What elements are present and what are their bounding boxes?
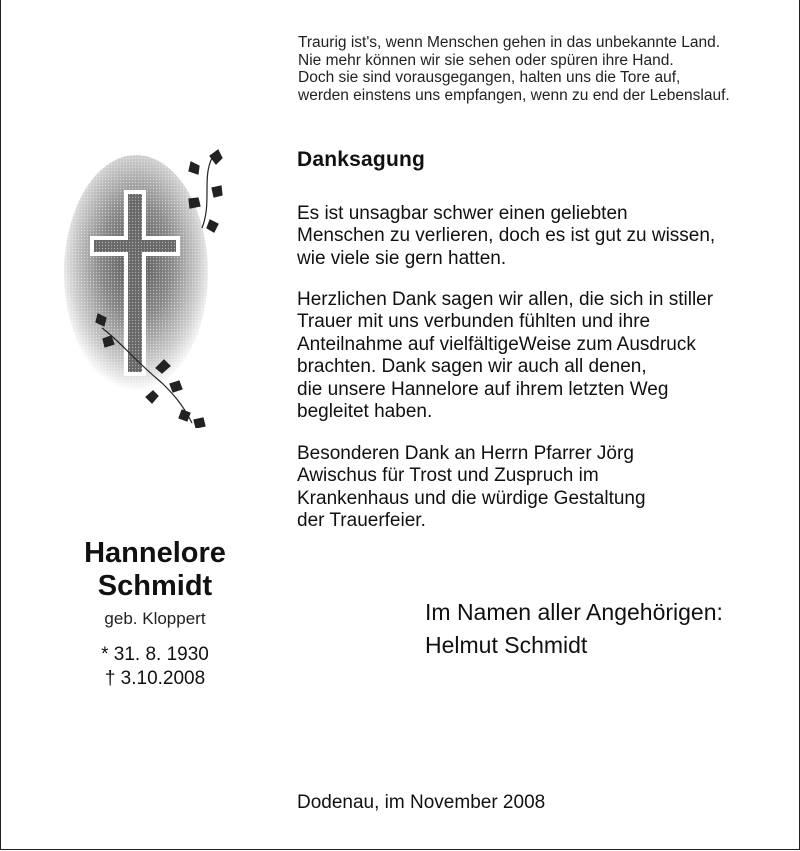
poem-line: Doch sie sind vorausgegangen, halten uns die Tore auf, — [298, 69, 681, 87]
heading-danksagung: Danksagung — [297, 148, 426, 171]
paragraph-line: die unsere Hannelore auf ihrem letzten Weg — [297, 378, 669, 400]
paragraph-line: Herzlichen Dank sagen wir allen, die sich in stiller — [297, 289, 714, 310]
poem-line: werden einstens uns empfangen, wenn zu end der Lebenslauf. — [298, 86, 730, 104]
poem-line: Traurig ist's, wenn Menschen gehen in das unbekannte Land. — [298, 34, 721, 51]
paragraph-2 — [297, 289, 767, 423]
deceased-name — [20, 537, 290, 603]
paragraph-line: Awischus für Trost und Zuspruch im — [297, 465, 599, 487]
paragraph-line: Es ist unsagbar schwer einen geliebten — [297, 203, 628, 224]
life-dates — [20, 643, 290, 691]
maiden-name: geb. Kloppert — [104, 609, 206, 628]
paragraph-line: Besonderen Dank an Herrn Pfarrer Jörg — [297, 443, 634, 464]
signature-block — [425, 596, 785, 662]
paragraph-line: Trauer mit uns verbunden fühlten und ihre — [297, 311, 651, 333]
signature-name: Helmut Schmidt — [425, 632, 588, 658]
poem-line: Nie mehr können wir sie sehen oder spüren ihre Hand. — [298, 51, 674, 69]
deceased-first-name: Hannelore — [84, 537, 226, 569]
deceased-last-name: Schmidt — [97, 570, 213, 602]
paragraph-3 — [297, 443, 767, 533]
place-and-date: Dodenau, im November 2008 — [297, 792, 546, 813]
paragraph-line: Krankenhaus und die würdige Gestaltung — [297, 487, 646, 509]
signature-intro: Im Namen aller Angehörigen: — [425, 599, 723, 625]
birth-date: * 31. 8. 1930 — [101, 644, 209, 665]
paragraph-line: wie viele sie gern hatten. — [297, 247, 507, 269]
paragraph-line: Anteilnahme auf vielfältigeWeise zum Ausdruck — [297, 333, 696, 355]
paragraph-line: Menschen zu verlieren, doch es ist gut zu wissen, — [297, 225, 716, 247]
paragraph-1 — [297, 203, 767, 270]
paragraph-line: brachten. Dank sagen wir auch all denen, — [297, 356, 647, 378]
paragraph-line: begleitet haben. — [297, 401, 433, 423]
poem — [298, 34, 778, 104]
cross-with-ivy-icon — [62, 148, 242, 428]
death-date: † 3.10.2008 — [104, 668, 206, 689]
paragraph-line: der Trauerfeier. — [297, 510, 426, 532]
